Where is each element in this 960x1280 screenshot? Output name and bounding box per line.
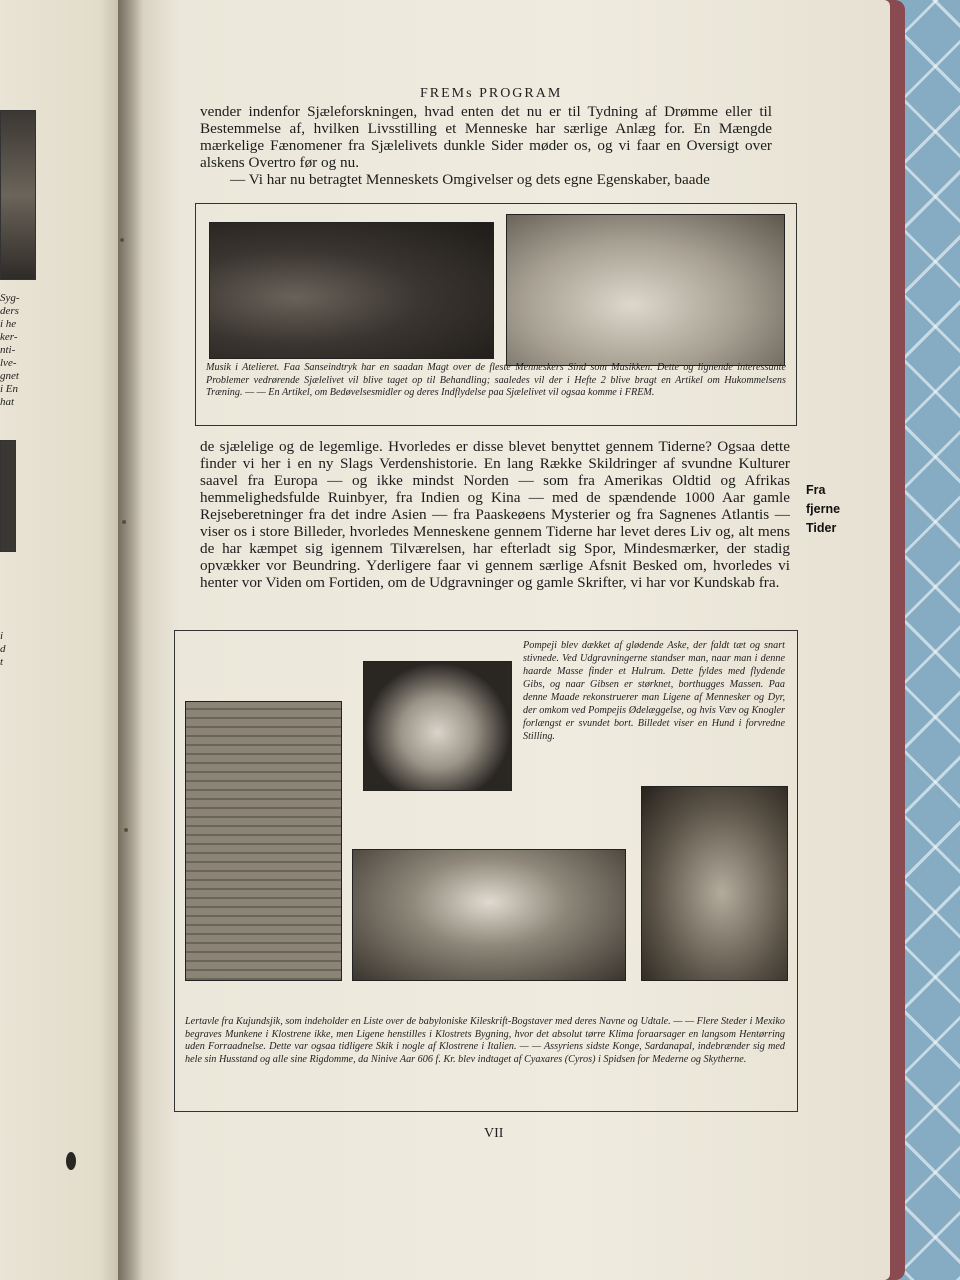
spine-shadow <box>118 0 144 1280</box>
running-header: FREMs PROGRAM <box>420 86 563 101</box>
paragraph-1 <box>200 103 772 188</box>
photo-sardanapal <box>641 786 788 981</box>
binding-hole <box>124 828 128 832</box>
left-page-image-middle <box>0 440 16 552</box>
figure-caption-antiquity: Lertavle fra Kujundsjik, som indeholder en Liste over de babyloniske Kileskrift-Bogstaver med deres Navne og Udtale. — — Flere Steder i Mexiko begraves Munkene i Klostrene ikke, men Ligene henstilles i Klostrets Bygning, hvor det absolut tørre Klima foraarsager en langsom Hentørring uden Forraadnelse. Dette var ogsaa tidligere Skik i nogle af Klostrene i Italien. — — Assyriens sidste Konge, Sardanapal, indebrænder sig med hele sin Husstand og alle sine Rigdomme, da Ninive Aar 606 f. Kr. blev indtaget af Cyaxares (Cyros) i Spidsen for Mederne og Skytherne. <box>185 1016 785 1065</box>
binding-hole <box>120 238 124 242</box>
figure-box-music <box>195 203 797 426</box>
paragraph-1b-text: — Vi har nu betragtet Menneskets Omgivelser og dets egne Egenskaber, baade <box>230 171 710 188</box>
left-page-text-lower: i d t <box>0 630 6 668</box>
photo-pompeii-dog-cast <box>363 661 512 791</box>
ink-stain <box>66 1152 76 1170</box>
left-page-text-fragments: Syg- ders i he ker- nti- lve- gnet i En hat <box>0 292 20 408</box>
left-page-image-top <box>0 110 36 280</box>
caption-pompeii: Pompeji blev dækket af glødende Aske, der faldt tæt og snart stivnede. Ved Udgravningerne standser man, naar man i denne haarde Masse finder et Hulrum. Dette fyldes med flydende Gibs, og naar Gibsen er størknet, borthugges Massen. Paa denne Maade rekonstruerer man Ligene af Mennesker og Dyr, der omkom ved Pompejis Ødelæggelse, og hvis Væv og Knogler forlængst er svundet bort. Billedet viser en Hund i forvredne Stilling. <box>523 640 785 742</box>
figure-caption-music: Musik i Atelieret. Faa Sanseindtryk har en saadan Magt over de fleste Menneskers Sind som Musikken. Dette og lignende interessante Problemer vedrørende Sjælelivet vil blive taget op til Behandling; saaledes vil der i Hefte 2 blive bragt en Artikel om Hukommelsens Træning. — — En Artikel, om Bedøvelsesmidler og deres Indflydelse paa Sjælelivet vil ogsaa komme i FREM. <box>206 362 786 398</box>
page-number: VII <box>484 1126 504 1141</box>
paragraph-1-text: vender indenfor Sjæleforskningen, hvad enten det nu er til Tydning af Drømme eller til Bestemmelse af, hvilken Livsstilling et Menneske har særlige Anlæg for. En Mængde mærkelige Fænomener fra Sjælelivets dunkle Sider møder os, og vi faar en Oversigt over alskens Overtro før og nu. <box>200 103 772 171</box>
photo-clay-tablet <box>185 701 342 981</box>
margin-note: Fra fjerne Tider <box>806 483 841 535</box>
photo-monastery-mummies <box>352 849 626 981</box>
figure-box-antiquity <box>174 630 798 1112</box>
paragraph-2: de sjælelige og de legemlige. Hvorledes er disse blevet benyttet gennem Tiderne? Ogsaa dette finder vi her i en ny Slags Verdenshistorie. En lang Række Skildringer af svundne Kulturer saavel fra Europa — og ikke mindst Norden — som fra Amerikas Oldtid og Afrikas hemmelighedsfulde Ruinbyer, fra Indien og Kina — med de spændende 1000 Aar gamle Rejseberetninger fra det indre Asien — fra Paaskeøens Mysterier og fra Sagnenes Atlantis — viser os i store Billeder, hvorledes Menneskene gennem Tiderne har levet deres Liv og, alt mens de har kæmpet sig igennem Tilværelsen, har efterladt sig Spor, Mindesmærker, der stadig opvækker vor Beundring. Yderligere faar vi gennem særlige Afsnit Besked om, hvorledes vi henter vor Viden om Fortiden, om de Udgravninger og gamle Skrifter, vi har vor Kundskab fra. <box>200 438 790 591</box>
binding-hole <box>122 520 126 524</box>
photo-hospital-treatment <box>506 214 785 366</box>
left-page <box>0 0 132 1280</box>
photo-music-atelier <box>209 222 494 359</box>
